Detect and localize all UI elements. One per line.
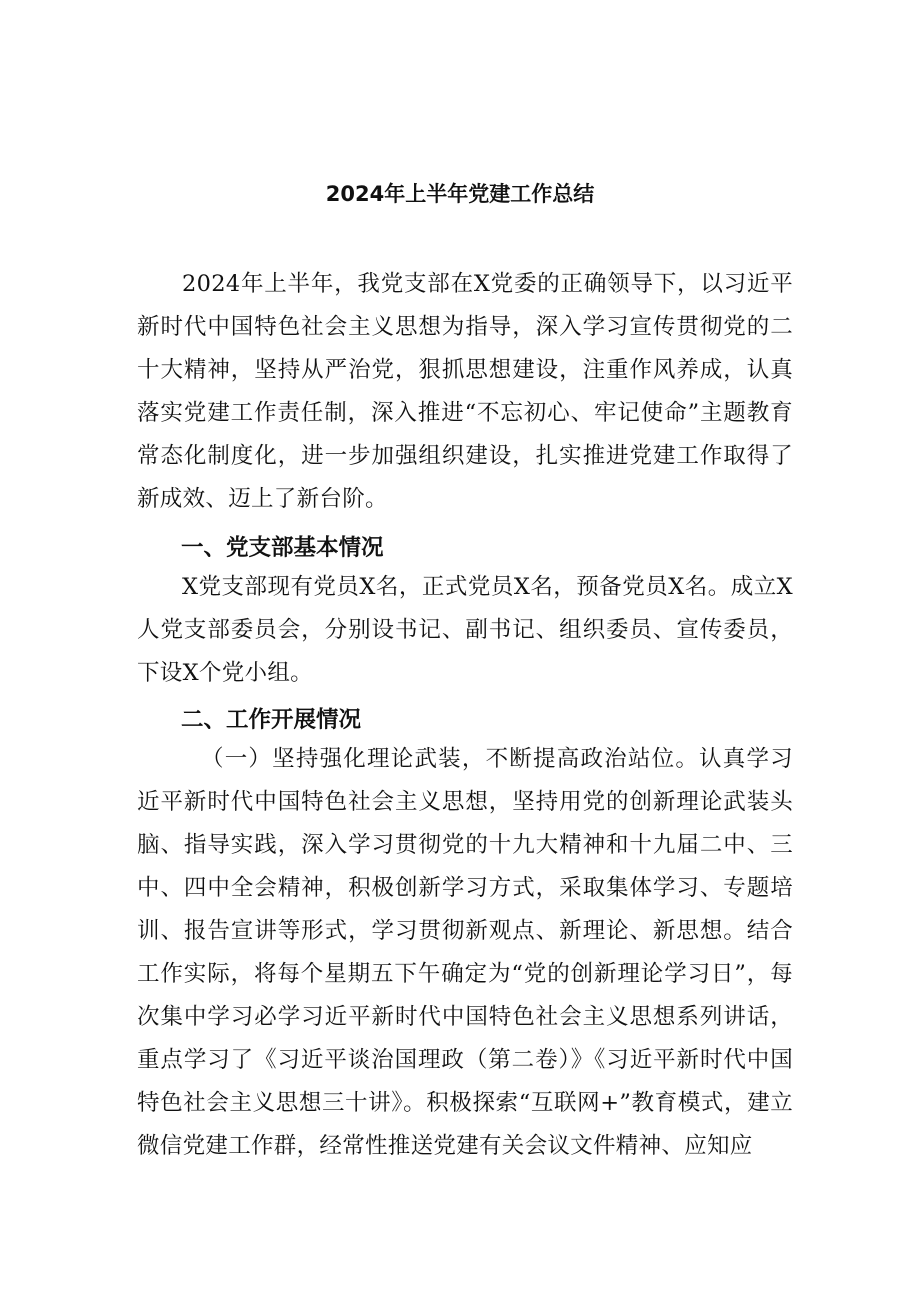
section-heading-work-progress: 二、工作开展情况 xyxy=(181,707,362,733)
section-paragraph-work-progress: （一）坚持强化理论武装，不断提高政治站位。认真学习近平新时代中国特色社会主义思想，坚持用党的创新理论武装头脑、指导实践，深入学习贯彻党的十九大精神和十九届二中、三中、四中全会精神，积极创新学习方式，采取集体学习、专题培训、报告宣讲等形式，学习贯彻新观点、新理论、新思想。结合工作实际，将每个星期五下午确定为“党的创新理论学习日”，每次集中学习必学习近平新时代中国特色社会主义思想系列讲话，重点学习了《习近平谈治国理政（第二卷）》《习近平新时代中国特色社会主义思想三十讲》。积极探索“互联网+”教育模式，建立微信党建工作群，经常性推送党建有关会议文件精神、应知应 xyxy=(137,746,793,1159)
document-title: 2024年上半年党建工作总结 xyxy=(325,182,595,206)
section-paragraph-basic-info: X党支部现有党员X名，正式党员X名，预备党员X名。成立X人党支部委员会，分别设书记、副书记、组织委员、宣传委员，下设X个党小组。 xyxy=(137,574,793,686)
section-heading-basic-info: 一、党支部基本情况 xyxy=(181,535,384,561)
intro-paragraph: 2024年上半年，我党支部在X党委的正确领导下，以习近平新时代中国特色社会主义思想为指导，深入学习宣传贯彻党的二十大精神，坚持从严治党，狠抓思想建设，注重作风养成，认真落实党建工作责任制，深入推进“不忘初心、牢记使命”主题教育常态化制度化，进一步加强组织建设，扎实推进党建工作取得了新成效、迈上了新台阶。 xyxy=(137,271,793,512)
